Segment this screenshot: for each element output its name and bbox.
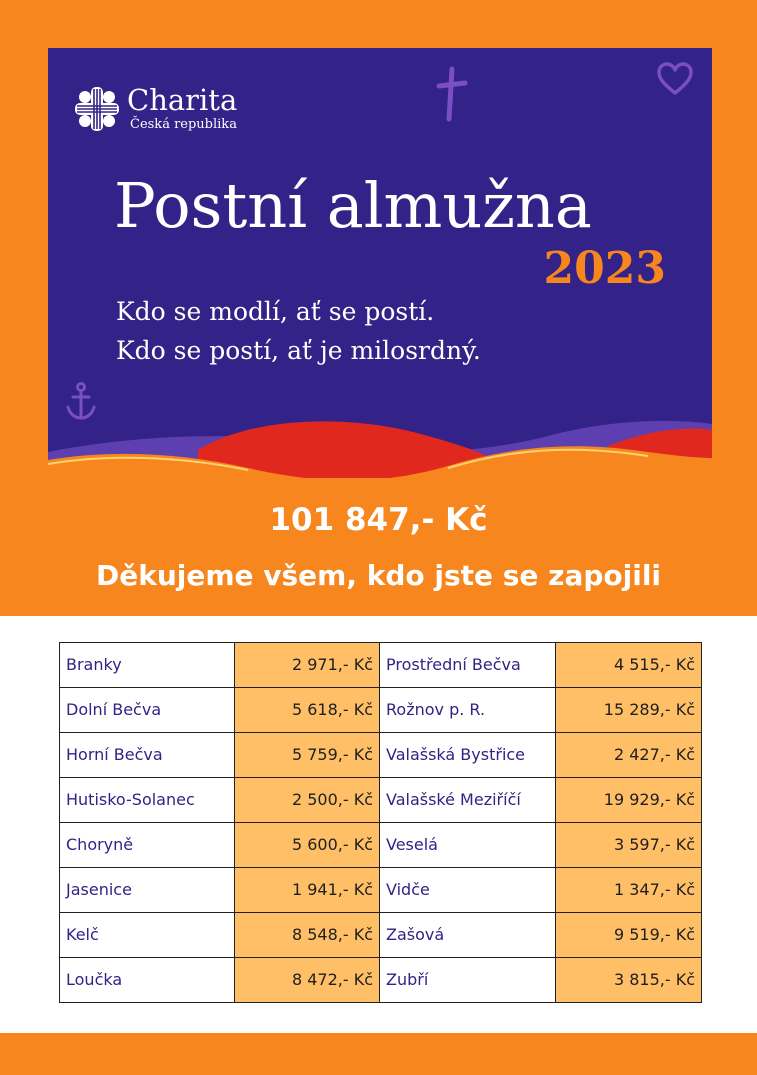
motto-line-1: Kdo se modlí, ať se postí.: [116, 297, 435, 326]
results-table: [59, 642, 702, 1003]
place-name: Branky: [60, 643, 235, 688]
amount-cell: 3 597,- Kč: [556, 823, 702, 868]
amount-cell: 5 759,- Kč: [235, 733, 380, 778]
amount-cell: 2 500,- Kč: [235, 778, 380, 823]
bottom-orange-band: [0, 1033, 757, 1075]
place-name: Rožnov p. R.: [380, 688, 556, 733]
table-row: [60, 868, 702, 913]
place-name: Prostřední Bečva: [380, 643, 556, 688]
place-name: Veselá: [380, 823, 556, 868]
campaign-year: 2023: [543, 243, 666, 294]
place-name: Valašská Bystřice: [380, 733, 556, 778]
campaign-poster: [48, 48, 712, 478]
place-name: Horní Bečva: [60, 733, 235, 778]
total-amount: 101 847,- Kč: [269, 502, 488, 538]
org-subtitle: Česká republika: [130, 117, 237, 132]
table-row: [60, 688, 702, 733]
amount-cell: 5 618,- Kč: [235, 688, 380, 733]
place-name: Kelč: [60, 913, 235, 958]
place-name: Loučka: [60, 958, 235, 1003]
place-name: Zubří: [380, 958, 556, 1003]
decorative-waves: [48, 378, 712, 478]
amount-cell: 1 941,- Kč: [235, 868, 380, 913]
cross-icon: [434, 66, 468, 122]
campaign-title: Postní almužna: [114, 169, 592, 242]
table-row: [60, 958, 702, 1003]
amount-cell: 3 815,- Kč: [556, 958, 702, 1003]
place-name: Hutisko-Solanec: [60, 778, 235, 823]
amount-cell: 9 519,- Kč: [556, 913, 702, 958]
amount-cell: 5 600,- Kč: [235, 823, 380, 868]
place-name: Zašová: [380, 913, 556, 958]
table-row: [60, 733, 702, 778]
amount-cell: 2 427,- Kč: [556, 733, 702, 778]
amount-cell: 15 289,- Kč: [556, 688, 702, 733]
amount-cell: 2 971,- Kč: [235, 643, 380, 688]
amount-cell: 19 929,- Kč: [556, 778, 702, 823]
place-name: Choryně: [60, 823, 235, 868]
table-row: [60, 913, 702, 958]
amount-cell: 8 472,- Kč: [235, 958, 380, 1003]
table-row: [60, 823, 702, 868]
place-name: Valašské Meziříčí: [380, 778, 556, 823]
motto-line-2: Kdo se postí, ať je milosrdný.: [116, 336, 481, 365]
amount-cell: 8 548,- Kč: [235, 913, 380, 958]
place-name: Dolní Bečva: [60, 688, 235, 733]
amount-cell: 4 515,- Kč: [556, 643, 702, 688]
table-row: [60, 643, 702, 688]
org-name: Charita: [127, 83, 238, 117]
thanks-message: Děkujeme všem, kdo jste se zapojili: [95, 559, 662, 592]
charita-cross-icon: [74, 86, 120, 132]
amount-cell: 1 347,- Kč: [556, 868, 702, 913]
campaign-motto: [116, 292, 481, 370]
place-name: Jasenice: [60, 868, 235, 913]
heart-icon: [656, 62, 694, 96]
place-name: Vidče: [380, 868, 556, 913]
table-row: [60, 778, 702, 823]
